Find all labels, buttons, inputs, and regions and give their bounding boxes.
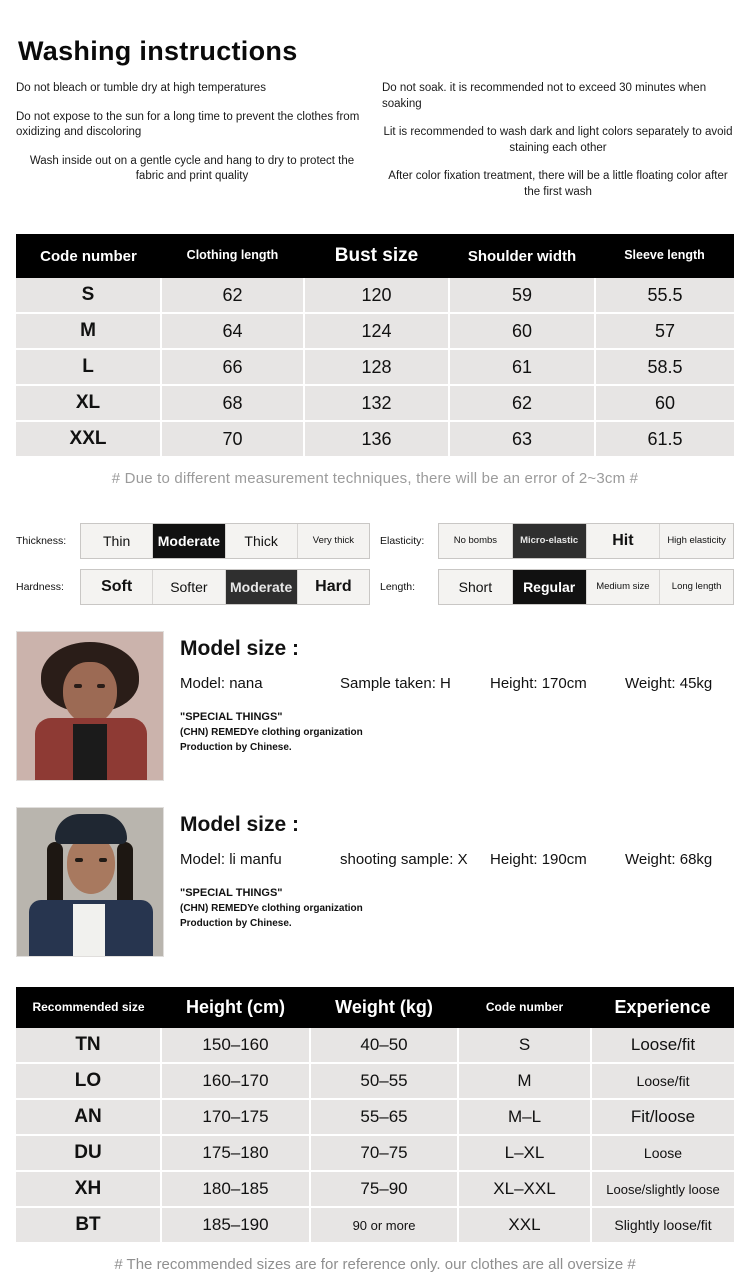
model-facts-1 (180, 675, 734, 692)
model-facts-2 (180, 851, 734, 868)
washing-line: Do not soak. it is recommended not to exceed 30 minutes when soaking (382, 82, 707, 110)
model-sample: shooting sample: X (340, 851, 468, 869)
table-row (16, 1171, 734, 1207)
cell-sleeve: 58.5 (595, 349, 734, 385)
model-name: Model: li manfu (180, 851, 282, 869)
model-special-2 (180, 886, 734, 931)
cell-height: 185–190 (161, 1207, 310, 1242)
organization-label: (CHN) REMEDYe clothing organization (180, 727, 363, 739)
page-title: Washing instructions (18, 36, 298, 66)
cell-code: XL (16, 385, 161, 421)
column-header-bust: Bust size (304, 234, 449, 278)
recommended-table-note: # The recommended sizes are for reference only. our clothes are all oversize # (114, 1256, 636, 1274)
special-things-label: "SPECIAL THINGS" (180, 711, 283, 724)
attribute-length (380, 569, 734, 605)
column-header-experience: Experience (591, 987, 734, 1028)
cell-code: XXL (16, 421, 161, 456)
cell-height: 170–175 (161, 1099, 310, 1135)
cell-bust: 132 (304, 385, 449, 421)
cell-code: M–L (458, 1099, 591, 1135)
cell-sleeve: 57 (595, 313, 734, 349)
cell-height: 180–185 (161, 1171, 310, 1207)
table-row (16, 349, 734, 385)
length-option-medium-size[interactable]: Medium size (587, 570, 661, 604)
washing-line: Lit is recommended to wash dark and light colors separately to avoid staining each other (383, 126, 733, 154)
cell-clothing-length: 66 (161, 349, 304, 385)
length-options[interactable] (438, 569, 734, 605)
cell-code: XL–XXL (458, 1171, 591, 1207)
elasticity-option-hit[interactable]: Hit (587, 524, 661, 558)
cell-experience: Slightly loose/fit (591, 1207, 734, 1242)
elasticity-option-micro-elastic[interactable]: Micro-elastic (513, 524, 587, 558)
attribute-thickness (16, 523, 370, 559)
cell-clothing-length: 70 (161, 421, 304, 456)
column-header-recommended-size: Recommended size (16, 987, 161, 1028)
cell-experience: Fit/loose (591, 1099, 734, 1135)
thickness-option-moderate[interactable]: Moderate (153, 524, 225, 558)
elasticity-option-no-bombs[interactable]: No bombs (439, 524, 513, 558)
cell-shoulder: 61 (449, 349, 595, 385)
model-height: Height: 170cm (490, 675, 587, 693)
column-header-clothing-length: Clothing length (161, 234, 304, 278)
column-header-weight: Weight (kg) (310, 987, 458, 1028)
size-guide-page (0, 36, 750, 1274)
cell-clothing-length: 64 (161, 313, 304, 349)
cell-code: L (16, 349, 161, 385)
attribute-elasticity (380, 523, 734, 559)
cell-shoulder: 62 (449, 385, 595, 421)
cell-bust: 136 (304, 421, 449, 456)
cell-height: 175–180 (161, 1135, 310, 1171)
cell-shoulder: 63 (449, 421, 595, 456)
cell-recommended-size: AN (16, 1099, 161, 1135)
table-header-row (16, 987, 734, 1028)
cell-sleeve: 60 (595, 385, 734, 421)
cell-weight: 50–55 (310, 1063, 458, 1099)
thickness-option-thin[interactable]: Thin (81, 524, 153, 558)
cell-weight: 55–65 (310, 1099, 458, 1135)
thickness-option-very-thick[interactable]: Very thick (312, 535, 354, 547)
cell-code: S (16, 278, 161, 313)
cell-code: M (16, 313, 161, 349)
attribute-label-thickness: Thickness: (16, 535, 67, 548)
model-photo-2 (16, 807, 164, 957)
hardness-option-softer[interactable]: Softer (153, 570, 225, 604)
column-header-code: Code number (16, 234, 161, 278)
model-name: Model: nana (180, 675, 263, 693)
cell-clothing-length: 62 (161, 278, 304, 313)
cell-sleeve: 61.5 (595, 421, 734, 456)
column-header-code-number: Code number (458, 987, 591, 1028)
recommended-size-table (16, 987, 734, 1242)
attribute-selectors (16, 523, 734, 605)
production-label: Production by Chinese. (180, 741, 292, 753)
length-option-regular[interactable]: Regular (513, 570, 587, 604)
cell-recommended-size: BT (16, 1207, 161, 1242)
thickness-options[interactable] (80, 523, 370, 559)
table-row (16, 278, 734, 313)
washing-line: After color fixation treatment, there will be a little floating color after the first wash (388, 170, 728, 198)
hardness-options[interactable] (80, 569, 370, 605)
attribute-hardness (16, 569, 370, 605)
cell-bust: 120 (304, 278, 449, 313)
model-info-2 (180, 807, 734, 957)
table-row (16, 1099, 734, 1135)
cell-experience: Loose/slightly loose (591, 1171, 734, 1207)
cell-bust: 124 (304, 313, 449, 349)
thickness-option-thick[interactable]: Thick (226, 524, 298, 558)
cell-height: 160–170 (161, 1063, 310, 1099)
table-header-row (16, 234, 734, 278)
cell-experience: Loose/fit (591, 1028, 734, 1063)
cell-shoulder: 59 (449, 278, 595, 313)
hardness-option-moderate[interactable]: Moderate (226, 570, 298, 604)
production-label: Production by Chinese. (180, 917, 292, 929)
column-header-sleeve: Sleeve length (595, 234, 734, 278)
cell-experience: Loose/fit (591, 1063, 734, 1099)
table-row (16, 1135, 734, 1171)
cell-recommended-size: DU (16, 1135, 161, 1171)
table-row (16, 421, 734, 456)
model-size-title: Model size : (180, 637, 300, 661)
special-things-label: "SPECIAL THINGS" (180, 887, 283, 900)
attribute-row-1 (16, 523, 734, 559)
size-table-note: # Due to different measurement techniques, there will be an error of 2~3cm # (111, 470, 639, 488)
model-info-1 (180, 631, 734, 781)
cell-experience: Loose (591, 1135, 734, 1171)
washing-column-left (16, 81, 368, 200)
table-row (16, 1207, 734, 1242)
column-header-shoulder: Shoulder width (449, 234, 595, 278)
cell-recommended-size: LO (16, 1063, 161, 1099)
elasticity-options[interactable] (438, 523, 734, 559)
length-option-long-length[interactable]: Long length (671, 581, 722, 593)
attribute-label-length: Length: (380, 581, 416, 594)
table-row (16, 313, 734, 349)
model-sample: Sample taken: H (340, 675, 451, 693)
washing-line: Wash inside out on a gentle cycle and hang to dry to protect the fabric and print quality (29, 154, 355, 183)
hardness-option-soft[interactable]: Soft (81, 570, 153, 604)
model-photo-1 (16, 631, 164, 781)
organization-label: (CHN) REMEDYe clothing organization (180, 903, 363, 915)
cell-weight: 70–75 (310, 1135, 458, 1171)
table-row (16, 385, 734, 421)
cell-weight: 40–50 (310, 1028, 458, 1063)
cell-weight: 90 or more (310, 1207, 458, 1242)
length-option-short[interactable]: Short (439, 570, 513, 604)
cell-clothing-length: 68 (161, 385, 304, 421)
washing-line: Do not expose to the sun for a long time to prevent the clothes from oxidizing and discoloring (16, 110, 360, 139)
washing-instructions (16, 81, 734, 200)
model-block-2 (16, 807, 734, 957)
cell-recommended-size: XH (16, 1171, 161, 1207)
cell-weight: 75–90 (310, 1171, 458, 1207)
table-row (16, 1063, 734, 1099)
cell-code: S (458, 1028, 591, 1063)
cell-height: 150–160 (161, 1028, 310, 1063)
attribute-label-elasticity: Elasticity: (380, 535, 425, 548)
cell-sleeve: 55.5 (595, 278, 734, 313)
cell-shoulder: 60 (449, 313, 595, 349)
model-height: Height: 190cm (490, 851, 587, 869)
cell-recommended-size: TN (16, 1028, 161, 1063)
column-header-height: Height (cm) (161, 987, 310, 1028)
cell-bust: 128 (304, 349, 449, 385)
washing-column-right (382, 81, 734, 200)
table-row (16, 1028, 734, 1063)
size-chart-table (16, 234, 734, 456)
model-size-title: Model size : (180, 813, 300, 837)
cell-code: M (458, 1063, 591, 1099)
attribute-row-2 (16, 569, 734, 605)
model-block-1 (16, 631, 734, 781)
hardness-option-hard[interactable]: Hard (315, 577, 352, 595)
attribute-label-hardness: Hardness: (16, 581, 64, 594)
cell-code: XXL (458, 1207, 591, 1242)
elasticity-option-high-elasticity[interactable]: High elasticity (667, 535, 726, 547)
model-special-1 (180, 710, 734, 755)
model-weight: Weight: 68kg (625, 851, 713, 869)
cell-code: L–XL (458, 1135, 591, 1171)
model-weight: Weight: 45kg (625, 675, 713, 693)
washing-line: Do not bleach or tumble dry at high temperatures (16, 82, 266, 94)
